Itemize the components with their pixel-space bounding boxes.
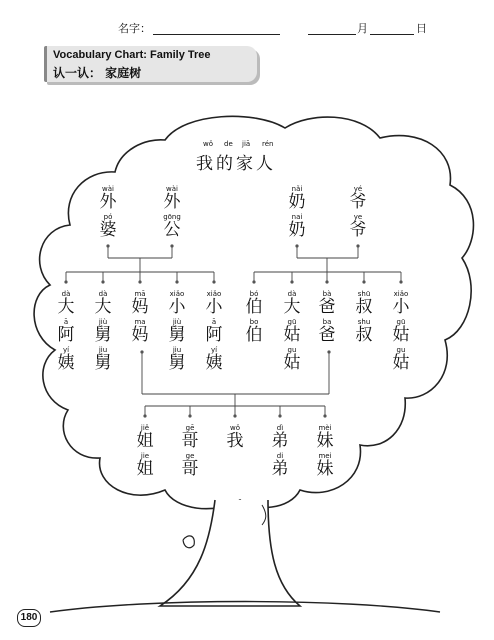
hanzi: 叔 xyxy=(355,325,373,345)
pinyin: jiù xyxy=(172,318,182,326)
pinyin: ā xyxy=(63,318,69,326)
banner-english-title: Vocabulary Chart: Family Tree xyxy=(53,49,211,61)
hanzi: 爷 xyxy=(349,192,367,212)
hanzi: 妹 xyxy=(316,431,334,451)
pinyin: bó xyxy=(249,290,259,298)
hanzi: 姑 xyxy=(283,353,301,373)
hanzi: 舅 xyxy=(94,353,112,373)
pinyin: yí xyxy=(210,346,218,354)
hanzi: 姐 xyxy=(136,431,154,451)
pinyin: mā xyxy=(134,290,146,298)
title-pinyin: jiā xyxy=(242,140,251,148)
hanzi: 妹 xyxy=(316,459,334,479)
banner-chinese-title: 认一认： 家庭树 xyxy=(53,66,142,80)
pinyin: xiǎo xyxy=(169,290,185,298)
hanzi: 姐 xyxy=(136,459,154,479)
hanzi: 姑 xyxy=(283,325,301,345)
hanzi: 伯 xyxy=(245,297,263,317)
pinyin: bo xyxy=(249,318,259,326)
hanzi: 小 xyxy=(392,297,410,317)
hanzi: 爸 xyxy=(318,297,336,317)
pinyin: gu xyxy=(287,346,297,354)
title-pinyin: rén xyxy=(262,140,274,148)
hanzi: 姑 xyxy=(392,325,410,345)
hanzi: 舅 xyxy=(168,353,186,373)
pinyin: jiu xyxy=(98,346,108,354)
pinyin: jiù xyxy=(98,318,108,326)
pinyin: dà xyxy=(287,290,297,298)
hanzi: 弟 xyxy=(271,459,289,479)
hanzi: 爸 xyxy=(318,325,336,345)
title-hanzi: 我 xyxy=(196,154,213,174)
title-hanzi: 的 xyxy=(216,154,233,174)
hanzi: 舅 xyxy=(168,325,186,345)
hanzi: 大 xyxy=(57,297,75,317)
hanzi: 叔 xyxy=(355,297,373,317)
pinyin: xiǎo xyxy=(393,290,409,298)
hanzi: 奶 xyxy=(288,220,306,240)
hanzi: 姨 xyxy=(205,353,223,373)
name-label: 名字： xyxy=(118,22,151,35)
tree-trunk xyxy=(160,500,300,606)
pinyin: ā xyxy=(211,318,217,326)
hanzi: 姑 xyxy=(392,353,410,373)
pinyin: gū xyxy=(396,318,406,326)
hanzi: 阿 xyxy=(57,325,75,345)
pinyin: shu xyxy=(357,318,371,326)
hanzi: 婆 xyxy=(99,220,117,240)
pinyin: jiu xyxy=(172,346,182,354)
hanzi: 奶 xyxy=(288,192,306,212)
title-pinyin: wǒ xyxy=(203,140,214,148)
pinyin: gōng xyxy=(163,213,181,221)
pinyin: di xyxy=(276,452,284,460)
pinyin: wài xyxy=(102,185,114,193)
pinyin: dì xyxy=(276,424,284,432)
pinyin: dà xyxy=(61,290,71,298)
page-number: 180 xyxy=(17,609,41,627)
pinyin: jie xyxy=(140,452,150,460)
pinyin: bà xyxy=(322,290,332,298)
hanzi: 外 xyxy=(99,192,117,212)
pinyin: nai xyxy=(291,213,303,221)
pinyin: shū xyxy=(357,290,371,298)
pinyin: xiǎo xyxy=(206,290,222,298)
hanzi: 小 xyxy=(168,297,186,317)
hanzi: 我 xyxy=(226,431,244,451)
pinyin: yí xyxy=(62,346,70,354)
pinyin: mei xyxy=(318,452,332,460)
hanzi: 姨 xyxy=(57,353,75,373)
pinyin: jiě xyxy=(140,424,150,432)
pinyin: wǒ xyxy=(229,424,240,432)
pinyin: wài xyxy=(166,185,178,193)
hanzi: 大 xyxy=(283,297,301,317)
pinyin: nǎi xyxy=(291,185,303,193)
hanzi: 阿 xyxy=(205,325,223,345)
title-hanzi: 人 xyxy=(256,154,273,174)
hanzi: 大 xyxy=(94,297,112,317)
pinyin: ma xyxy=(134,318,146,326)
title-pinyin: de xyxy=(224,140,233,148)
pinyin: dà xyxy=(98,290,108,298)
pinyin: ge xyxy=(185,452,195,460)
hanzi: 外 xyxy=(163,192,181,212)
hanzi: 弟 xyxy=(271,431,289,451)
pinyin: pó xyxy=(103,213,113,221)
pinyin: ba xyxy=(322,318,332,326)
hanzi: 哥 xyxy=(181,459,199,479)
hanzi: 伯 xyxy=(245,325,263,345)
day-label: 日 xyxy=(416,22,427,35)
pinyin: ye xyxy=(353,213,363,221)
pinyin: gu xyxy=(396,346,406,354)
hanzi: 哥 xyxy=(181,431,199,451)
pinyin: gū xyxy=(287,318,297,326)
hanzi: 妈 xyxy=(131,325,149,345)
pinyin: gē xyxy=(185,424,195,432)
hanzi: 小 xyxy=(205,297,223,317)
pinyin: mèi xyxy=(318,424,332,432)
trunk-knot xyxy=(183,536,194,548)
hanzi: 妈 xyxy=(131,297,149,317)
pinyin: yé xyxy=(353,185,363,193)
title-hanzi: 家 xyxy=(236,154,253,174)
hanzi: 爷 xyxy=(349,220,367,240)
month-label: 月 xyxy=(357,22,368,35)
hanzi: 公 xyxy=(163,220,181,240)
hanzi: 舅 xyxy=(94,325,112,345)
